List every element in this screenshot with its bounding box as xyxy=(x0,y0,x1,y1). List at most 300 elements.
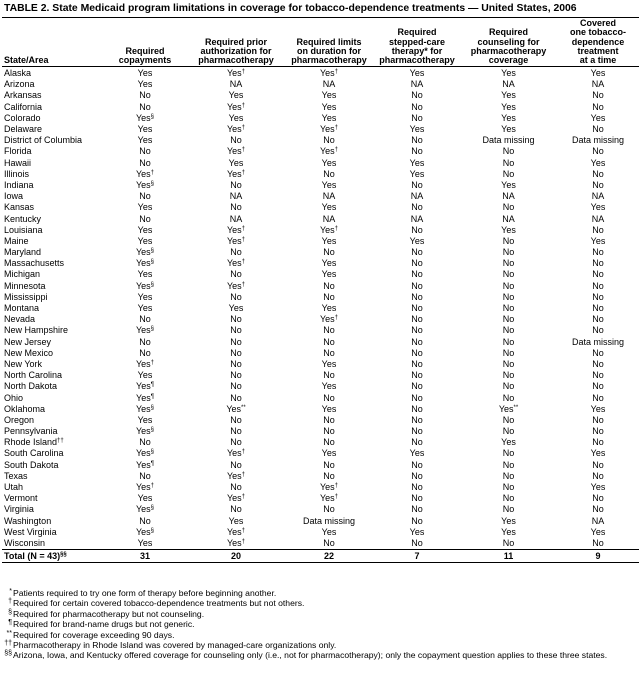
cell-value: No xyxy=(323,537,335,548)
cell-value: No xyxy=(592,414,604,425)
value-cell-copay xyxy=(102,347,188,358)
state-cell xyxy=(2,112,102,123)
cell-value: Yes xyxy=(226,146,242,157)
value-cell-stepped xyxy=(374,168,460,179)
value-cell-copay xyxy=(102,336,188,347)
cell-value: Yes xyxy=(226,68,242,79)
footnote-marker: § xyxy=(150,180,155,187)
footnote-marker: § xyxy=(150,505,155,512)
cell-value: No xyxy=(502,280,515,291)
column-header-line: treatment xyxy=(577,45,619,56)
value-cell-counsel xyxy=(460,67,557,79)
value-cell-priorauth xyxy=(188,437,284,448)
cell-value: Yes xyxy=(137,235,153,246)
cell-value: Yes xyxy=(501,124,516,135)
footnote-marker: †† xyxy=(57,438,64,445)
footnote-marker: † xyxy=(241,449,246,456)
value-cell-priorauth xyxy=(188,414,284,425)
cell-value: No xyxy=(592,426,604,437)
state-name: Rhode Island xyxy=(4,437,58,448)
cell-value: No xyxy=(139,90,151,101)
value-cell-stepped xyxy=(374,269,460,280)
cell-value: No xyxy=(139,336,151,347)
cell-value: Yes xyxy=(226,168,242,179)
table-row xyxy=(2,515,639,526)
cell-value: Yes xyxy=(137,291,153,302)
state-cell xyxy=(2,325,102,336)
cell-value: No xyxy=(230,504,242,515)
value-cell-oneatatime xyxy=(557,179,639,190)
cell-value: Yes xyxy=(319,124,335,135)
value-cell-stepped xyxy=(374,224,460,235)
cell-value: No xyxy=(502,303,515,314)
footnote-symbol: †† xyxy=(4,640,12,648)
value-cell-stepped xyxy=(374,437,460,448)
value-cell-priorauth xyxy=(188,493,284,504)
total-value-oneatatime: 9 xyxy=(557,549,639,562)
cell-value: No xyxy=(502,493,515,504)
footnote-symbol: ** xyxy=(6,629,12,637)
cell-value: No xyxy=(411,437,423,448)
cell-value: No xyxy=(592,381,604,392)
cell-value: No xyxy=(139,191,151,202)
cell-value: Yes xyxy=(321,381,337,392)
value-cell-priorauth xyxy=(188,179,284,190)
cell-value: No xyxy=(411,358,423,369)
state-name: Indiana xyxy=(4,179,34,190)
table-row xyxy=(2,168,639,179)
table-title: TABLE 2. State Medicaid program limitations in coverage for tobacco-dependence treatments — United States, 2006 xyxy=(4,3,577,14)
cell-value: Yes xyxy=(321,526,337,537)
footnote xyxy=(2,630,638,640)
value-cell-copay xyxy=(102,325,188,336)
cell-value: Yes xyxy=(226,124,242,135)
cell-value: No xyxy=(411,504,423,515)
cell-value: No xyxy=(139,101,151,112)
cell-value: No xyxy=(411,470,423,481)
value-cell-counsel xyxy=(460,179,557,190)
state-name: Vermont xyxy=(4,493,38,504)
cell-value: Yes xyxy=(135,112,151,123)
state-cell xyxy=(2,504,102,515)
cell-value: No xyxy=(411,101,423,112)
value-cell-limits xyxy=(284,358,374,369)
value-cell-priorauth xyxy=(188,280,284,291)
cell-value: No xyxy=(230,381,242,392)
footnote-marker: † xyxy=(150,359,155,366)
footnote-text: Patients required to try one form of therapy before beginning another. xyxy=(13,588,277,598)
value-cell-limits xyxy=(284,101,374,112)
state-name: Utah xyxy=(4,482,24,493)
state-cell xyxy=(2,414,102,425)
cell-value: No xyxy=(592,504,604,515)
cell-value: No xyxy=(411,247,423,258)
value-cell-limits xyxy=(284,291,374,302)
cell-value: No xyxy=(323,504,335,515)
table-row xyxy=(2,537,639,549)
state-cell xyxy=(2,493,102,504)
value-cell-oneatatime xyxy=(557,381,639,392)
cell-value: No xyxy=(411,291,423,302)
value-cell-oneatatime xyxy=(557,123,639,134)
value-cell-copay xyxy=(102,448,188,459)
value-cell-oneatatime xyxy=(557,135,639,146)
state-name: Montana xyxy=(4,303,40,314)
cell-value: No xyxy=(502,202,515,213)
cell-value: Yes xyxy=(136,381,151,392)
cell-value: Yes xyxy=(409,448,425,459)
column-header-line: on duration for xyxy=(297,45,361,56)
table-row xyxy=(2,325,639,336)
value-cell-limits xyxy=(284,470,374,481)
cell-value: Data missing xyxy=(571,135,625,146)
value-cell-stepped xyxy=(374,515,460,526)
value-cell-copay xyxy=(102,425,188,436)
column-header-line: one tobacco- xyxy=(569,27,626,38)
value-cell-stepped xyxy=(374,325,460,336)
value-cell-priorauth xyxy=(188,537,284,549)
value-cell-oneatatime xyxy=(557,481,639,492)
cell-value: No xyxy=(502,157,515,168)
value-cell-limits xyxy=(284,459,374,470)
value-cell-counsel xyxy=(460,157,557,168)
value-cell-counsel xyxy=(460,291,557,302)
column-header-line: pharmacotherapy xyxy=(198,55,274,66)
cell-value: Yes xyxy=(321,179,337,190)
cell-value: Yes xyxy=(137,224,153,235)
footnote-text: Required for pharmacotherapy but not counseling. xyxy=(13,608,205,619)
cell-value: No xyxy=(502,370,515,381)
value-cell-stepped xyxy=(374,459,460,470)
value-cell-limits xyxy=(284,437,374,448)
value-cell-stepped xyxy=(374,90,460,101)
footnote-marker: † xyxy=(241,125,246,132)
value-cell-copay xyxy=(102,135,188,146)
value-cell-counsel xyxy=(460,191,557,202)
cell-value: No xyxy=(592,168,604,179)
value-cell-copay xyxy=(102,392,188,403)
value-cell-copay xyxy=(102,112,188,123)
footnote-marker: § xyxy=(150,449,155,456)
cell-value: Yes xyxy=(501,90,516,101)
value-cell-stepped xyxy=(374,112,460,123)
cell-value: No xyxy=(411,90,423,101)
value-cell-counsel xyxy=(460,235,557,246)
value-cell-limits xyxy=(284,414,374,425)
footnote-marker: § xyxy=(150,326,155,333)
cell-value: No xyxy=(230,358,242,369)
value-cell-stepped xyxy=(374,235,460,246)
cell-value: No xyxy=(592,493,604,504)
column-header-line: copayments xyxy=(118,55,172,66)
cell-value: Yes xyxy=(321,403,337,414)
cell-value: Yes xyxy=(226,258,242,269)
value-cell-counsel xyxy=(460,437,557,448)
cell-value: NA xyxy=(229,79,243,90)
cell-value: Yes xyxy=(319,68,335,79)
value-cell-copay xyxy=(102,202,188,213)
cell-value: Yes xyxy=(137,537,153,548)
state-cell xyxy=(2,168,102,179)
table-row xyxy=(2,213,639,224)
table-row xyxy=(2,280,639,291)
cell-value: No xyxy=(411,146,423,157)
column-header-line: at a time xyxy=(579,55,617,66)
footnote-marker: § xyxy=(150,404,155,411)
cell-value: No xyxy=(230,347,242,358)
value-cell-copay xyxy=(102,224,188,235)
cell-value: Yes xyxy=(135,448,151,459)
cell-value: Yes xyxy=(137,414,153,425)
state-cell xyxy=(2,515,102,526)
value-cell-priorauth xyxy=(188,392,284,403)
footnote xyxy=(2,609,638,619)
footnote-marker: † xyxy=(334,125,339,132)
table-row xyxy=(2,179,639,190)
state-cell xyxy=(2,269,102,280)
cell-value: Yes xyxy=(319,482,335,493)
cell-value: No xyxy=(230,370,242,381)
value-cell-counsel xyxy=(460,135,557,146)
footnote-symbol: † xyxy=(8,598,12,606)
table-row xyxy=(2,459,639,470)
value-cell-priorauth xyxy=(188,459,284,470)
value-cell-stepped xyxy=(374,504,460,515)
footnote-marker: † xyxy=(241,225,246,232)
cell-value: Yes xyxy=(226,493,242,504)
cell-value: Yes xyxy=(319,314,335,325)
value-cell-oneatatime xyxy=(557,537,639,549)
cell-value: Yes xyxy=(501,112,516,123)
cell-value: NA xyxy=(229,213,243,224)
value-cell-priorauth xyxy=(188,336,284,347)
cell-value: No xyxy=(592,124,604,135)
value-cell-copay xyxy=(102,101,188,112)
cell-value: No xyxy=(592,459,604,470)
cell-value: Yes xyxy=(319,224,335,235)
table-row xyxy=(2,269,639,280)
total-label: Total (N = 43) xyxy=(4,550,61,561)
footnote-marker: † xyxy=(334,483,339,490)
cell-value: No xyxy=(592,224,604,235)
cell-value: Yes xyxy=(135,482,151,493)
cell-value: No xyxy=(592,101,604,112)
value-cell-copay xyxy=(102,526,188,537)
cell-value: No xyxy=(411,493,423,504)
state-cell xyxy=(2,235,102,246)
cell-value: No xyxy=(230,325,242,336)
value-cell-stepped xyxy=(374,258,460,269)
value-cell-limits xyxy=(284,157,374,168)
value-cell-copay xyxy=(102,168,188,179)
value-cell-counsel xyxy=(460,280,557,291)
value-cell-limits xyxy=(284,481,374,492)
cell-value: Yes xyxy=(590,157,606,168)
cell-value: No xyxy=(592,280,604,291)
value-cell-copay xyxy=(102,291,188,302)
cell-value: No xyxy=(139,146,151,157)
cell-value: Yes xyxy=(228,157,244,168)
cell-value: No xyxy=(592,358,604,369)
value-cell-stepped xyxy=(374,157,460,168)
value-cell-oneatatime xyxy=(557,515,639,526)
value-cell-stepped xyxy=(374,347,460,358)
value-cell-priorauth xyxy=(188,157,284,168)
footnote xyxy=(2,598,638,608)
value-cell-priorauth xyxy=(188,403,284,414)
value-cell-priorauth xyxy=(188,224,284,235)
value-cell-counsel xyxy=(460,425,557,436)
state-cell xyxy=(2,79,102,90)
state-name: South Carolina xyxy=(4,448,64,459)
cell-value: Yes xyxy=(137,79,153,90)
state-cell xyxy=(2,202,102,213)
state-name: New Hampshire xyxy=(4,325,69,336)
cell-value: No xyxy=(411,336,423,347)
value-cell-limits xyxy=(284,67,374,79)
column-header-line: Required xyxy=(125,45,165,56)
cell-value: NA xyxy=(410,191,424,202)
value-cell-counsel xyxy=(460,481,557,492)
total-value-priorauth: 20 xyxy=(188,549,284,562)
state-name: Arkansas xyxy=(4,90,42,101)
footnote-symbol: § xyxy=(8,608,12,616)
value-cell-copay xyxy=(102,157,188,168)
cell-value: Yes xyxy=(136,392,151,403)
value-cell-limits xyxy=(284,79,374,90)
value-cell-limits xyxy=(284,314,374,325)
cell-value: No xyxy=(502,336,515,347)
value-cell-counsel xyxy=(460,258,557,269)
cell-value: No xyxy=(592,325,604,336)
value-cell-counsel xyxy=(460,515,557,526)
value-cell-copay xyxy=(102,515,188,526)
cell-value: Yes xyxy=(501,224,516,235)
value-cell-copay xyxy=(102,504,188,515)
value-cell-oneatatime xyxy=(557,493,639,504)
value-cell-oneatatime xyxy=(557,269,639,280)
cell-value: No xyxy=(411,370,423,381)
footnote-marker: † xyxy=(334,147,339,154)
table-row xyxy=(2,224,639,235)
value-cell-limits xyxy=(284,347,374,358)
state-cell xyxy=(2,291,102,302)
cell-value: Yes xyxy=(409,68,425,79)
value-cell-limits xyxy=(284,224,374,235)
cell-value: Yes xyxy=(590,403,606,414)
value-cell-limits xyxy=(284,246,374,257)
table-row xyxy=(2,504,639,515)
value-cell-limits xyxy=(284,112,374,123)
state-cell xyxy=(2,403,102,414)
footnote xyxy=(2,650,638,660)
value-cell-limits xyxy=(284,269,374,280)
cell-value: Yes xyxy=(319,146,335,157)
cell-value: No xyxy=(592,537,604,548)
column-header-counsel xyxy=(460,19,557,67)
cell-value: Yes xyxy=(321,258,337,269)
column-header-line: counseling for xyxy=(477,36,540,47)
cell-value: No xyxy=(411,459,423,470)
value-cell-oneatatime xyxy=(557,470,639,481)
cell-value: No xyxy=(230,414,242,425)
cell-value: No xyxy=(502,235,515,246)
column-header-line: therapy* for xyxy=(391,45,443,56)
state-cell xyxy=(2,213,102,224)
cell-value: No xyxy=(230,202,242,213)
cell-value: No xyxy=(230,247,242,258)
value-cell-copay xyxy=(102,123,188,134)
state-name: New Jersey xyxy=(4,336,52,347)
cell-value: No xyxy=(230,437,242,448)
value-cell-stepped xyxy=(374,101,460,112)
footnote xyxy=(2,640,638,650)
value-cell-stepped xyxy=(374,425,460,436)
value-cell-stepped xyxy=(374,381,460,392)
value-cell-limits xyxy=(284,213,374,224)
cell-value: Yes xyxy=(136,459,151,470)
state-name: New Mexico xyxy=(4,347,54,358)
column-header-line: Required limits xyxy=(296,36,362,47)
column-header-stepped xyxy=(374,19,460,67)
cell-value: No xyxy=(502,504,515,515)
value-cell-oneatatime xyxy=(557,459,639,470)
footnote-marker: § xyxy=(150,248,155,255)
cell-value: No xyxy=(139,515,151,526)
column-header-line: dependence xyxy=(571,36,625,47)
state-cell xyxy=(2,392,102,403)
cell-value: No xyxy=(323,280,335,291)
state-cell xyxy=(2,459,102,470)
value-cell-limits xyxy=(284,202,374,213)
cell-value: Yes xyxy=(409,157,425,168)
cell-value: Yes xyxy=(137,202,153,213)
cell-value: No xyxy=(230,336,242,347)
state-name: New York xyxy=(4,358,43,369)
state-cell xyxy=(2,358,102,369)
value-cell-counsel xyxy=(460,358,557,369)
state-name: Michigan xyxy=(4,269,41,280)
value-cell-stepped xyxy=(374,470,460,481)
value-cell-counsel xyxy=(460,347,557,358)
value-cell-copay xyxy=(102,269,188,280)
value-cell-counsel xyxy=(460,381,557,392)
footnote-symbol: * xyxy=(9,588,12,595)
value-cell-priorauth xyxy=(188,425,284,436)
value-cell-limits xyxy=(284,403,374,414)
value-cell-counsel xyxy=(460,213,557,224)
header-row xyxy=(2,19,639,67)
value-cell-limits xyxy=(284,425,374,436)
state-name: Alaska xyxy=(4,68,32,79)
cell-value: No xyxy=(323,459,335,470)
table-row xyxy=(2,135,639,146)
value-cell-oneatatime xyxy=(557,437,639,448)
value-cell-counsel xyxy=(460,403,557,414)
cell-value: Yes xyxy=(137,68,153,79)
value-cell-priorauth xyxy=(188,191,284,202)
value-cell-priorauth xyxy=(188,146,284,157)
cell-value: Yes xyxy=(501,179,516,190)
state-cell xyxy=(2,302,102,313)
value-cell-priorauth xyxy=(188,67,284,79)
value-cell-oneatatime xyxy=(557,168,639,179)
table-row xyxy=(2,191,639,202)
cell-value: No xyxy=(592,437,604,448)
state-cell xyxy=(2,381,102,392)
cell-value: No xyxy=(230,135,242,146)
cell-value: NA xyxy=(591,191,605,202)
